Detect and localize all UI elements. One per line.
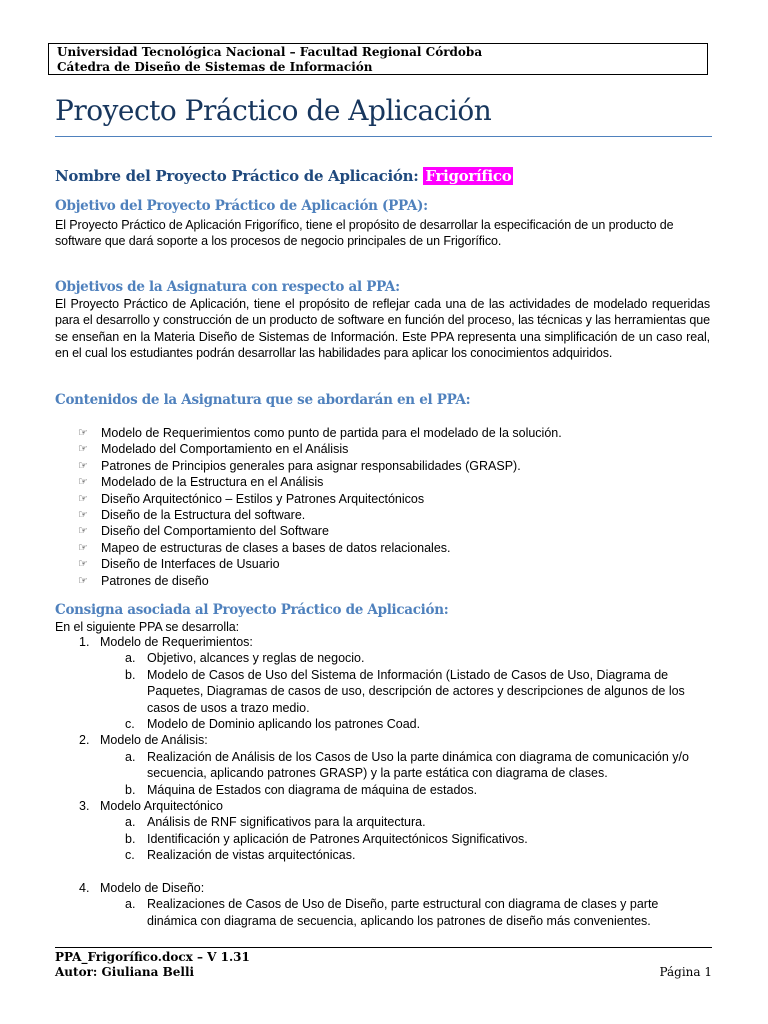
list-item: ☞ Modelado del Comportamiento en el Análisis [78, 442, 349, 457]
course-objectives-text: El Proyecto Práctico de Aplicación, tiene el propósito de reflejar cada una de las actividades de modelado requeridas para el desarrollo y construcción de un producto de software en función del proceso, las técnicas y las herramientas que se enseñan en la Materia Diseño de Sistemas de Información. Este PPA representa una simplificación de un caso real, en el cual los estudiantes podrán desarrollar las habilidades para aplicar los conocimientos adquiridos. [55, 297, 710, 360]
project-name-label: Nombre del Proyecto Práctico de Aplicación: [55, 167, 424, 185]
footer-divider [55, 947, 712, 948]
contents-list [78, 425, 562, 589]
header-box [48, 43, 708, 75]
page-title: Proyecto Práctico de Aplicación [55, 94, 492, 127]
list-item: c. Modelo de Dominio aplicando los patrones Coad. [125, 717, 421, 732]
hand-point-icon: ☞ [78, 427, 88, 439]
objective-heading: Objetivo del Proyecto Práctico de Aplicación (PPA): [55, 198, 428, 214]
assignment-list [55, 634, 715, 929]
footer-page-number: Página 1 [659, 965, 712, 979]
contents-heading: Contenidos de la Asignatura que se abordarán en el PPA: [55, 392, 471, 408]
list-item: ☞ Diseño de la Estructura del software. [78, 508, 306, 523]
assignment-intro: En el siguiente PPA se desarrolla: [55, 620, 239, 634]
list-item: a. Realización de Análisis de los Casos de Uso la parte dinámica con diagrama de comunicación y/o secuencia, aplicando patrones GRASP) y la parte estática con diagrama de clases. [125, 749, 689, 781]
hand-point-icon: ☞ [78, 459, 88, 472]
list-item: 4. Modelo de Diseño: [79, 880, 205, 895]
objective-text: El Proyecto Práctico de Aplicación Frigorífico, tiene el propósito de desarrollar la especificación de un producto de software que dará soporte a los procesos de negocio principales de un Frigorífico. [55, 218, 674, 249]
list-item: b. Identificación y aplicación de Patrones Arquitectónicos Significativos. [125, 831, 528, 846]
list-item: b. Modelo de Casos de Uso del Sistema de Información (Listado de Casos de Uso, Diagrama de Paquetes, Diagramas de casos de uso, descripción de actores y descripciones de algunos de los casos de usos a trazo medio. [125, 667, 685, 715]
footer-info [55, 950, 250, 980]
list-item: a. Realizaciones de Casos de Uso de Diseño, parte estructural con diagrama de clases y parte dinámica con diagrama de secuencia, aplicando los patrones de diseño más convenientes. [125, 897, 659, 928]
list-item: ☞ Patrones de diseño [78, 573, 209, 588]
project-name-value: Frigorífico [425, 167, 512, 185]
list-item: ☞ Mapeo de estructuras de clases a bases de datos relacionales. [78, 540, 451, 555]
project-name-heading [55, 167, 513, 185]
list-item: ☞ Diseño de Interfaces de Usuario [78, 557, 280, 572]
list-item: ☞ Modelo de Requerimientos como punto de partida para el modelado de la solución. [78, 426, 562, 440]
list-item: b. Máquina de Estados con diagrama de máquina de estados. [125, 782, 478, 797]
hand-point-icon: ☞ [78, 558, 88, 571]
hand-point-icon: ☞ [78, 509, 88, 522]
list-item: ☞ Patrones de Principios generales para asignar responsabilidades (GRASP). [78, 458, 521, 473]
hand-point-icon: ☞ [78, 443, 88, 456]
header-chair: Cátedra de Diseño de Sistemas de Información [57, 59, 373, 74]
header-university: Universidad Tecnológica Nacional – Facultad Regional Córdoba [57, 45, 483, 59]
footer-filename: PPA_Frigorífico.docx – V 1.31 [55, 950, 250, 964]
footer-author: Autor: Giuliana Belli [55, 965, 195, 979]
course-objectives-heading: Objetivos de la Asignatura con respecto al PPA: [55, 279, 400, 295]
list-item: a. Análisis de RNF significativos para la arquitectura. [125, 815, 426, 830]
list-item: 2. Modelo de Análisis: [79, 733, 208, 748]
list-item: 3. Modelo Arquitectónico [79, 799, 223, 814]
list-item: ☞ Diseño Arquitectónico – Estilos y Patrones Arquitectónicos [78, 491, 425, 506]
list-item: c. Realización de vistas arquitectónicas. [125, 848, 356, 863]
hand-point-icon: ☞ [78, 574, 88, 587]
hand-point-icon: ☞ [78, 492, 88, 505]
hand-point-icon: ☞ [78, 541, 88, 554]
hand-point-icon: ☞ [78, 476, 88, 489]
list-item: a. Objetivo, alcances y reglas de negocio. [125, 651, 365, 666]
list-item: ☞ Diseño del Comportamiento del Software [78, 524, 329, 539]
list-item: ☞ Modelado de la Estructura en el Análisis [78, 475, 324, 490]
list-item: 1. Modelo de Requerimientos: [79, 635, 253, 649]
hand-point-icon: ☞ [78, 525, 88, 538]
title-divider [55, 136, 712, 137]
spacer [55, 864, 715, 880]
assignment-heading: Consigna asociada al Proyecto Práctico de Aplicación: [55, 602, 449, 618]
